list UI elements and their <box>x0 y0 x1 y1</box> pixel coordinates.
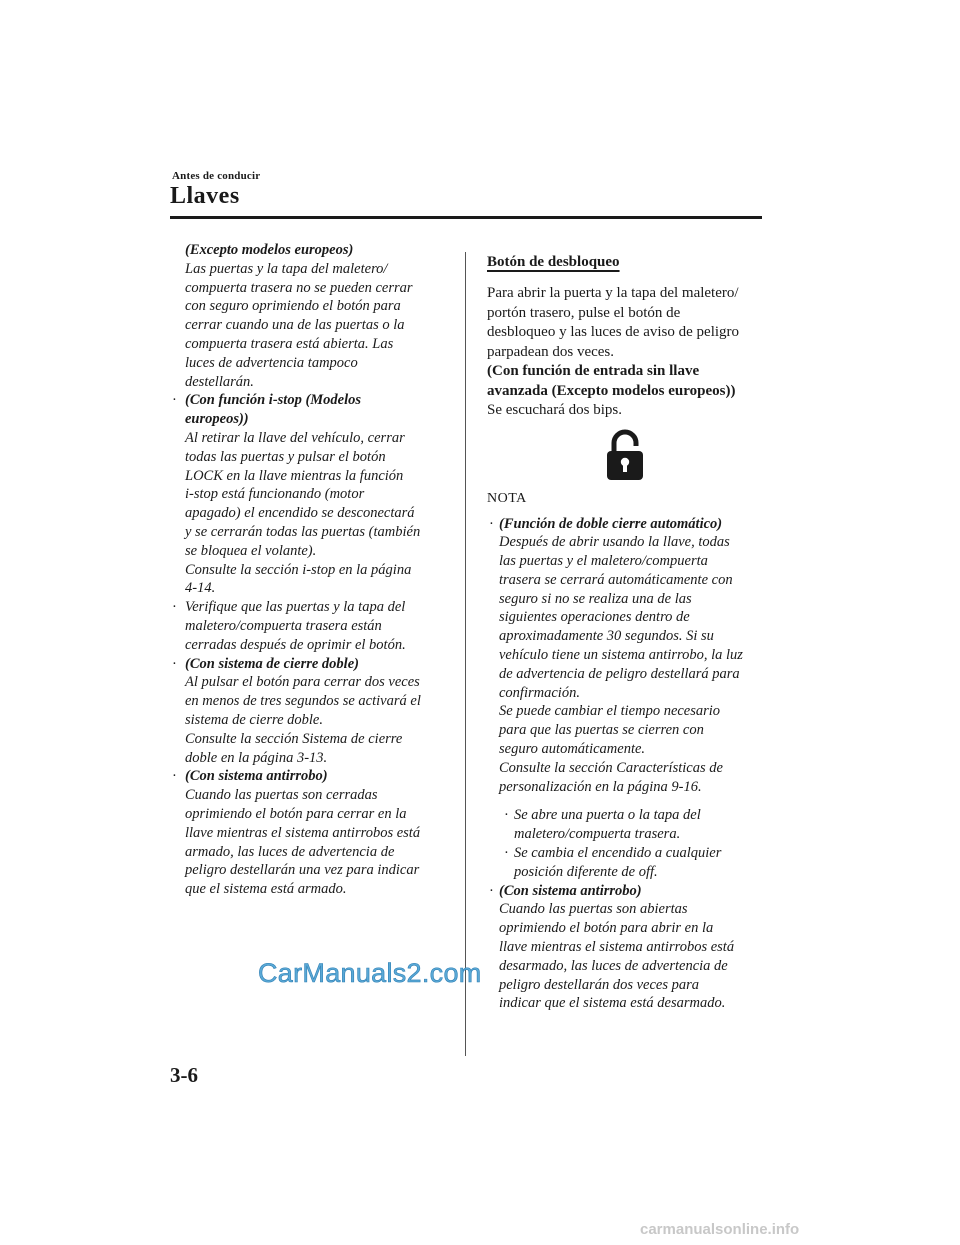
beeps-text: Se escuchará dos bips. <box>487 402 622 418</box>
item-body: Después de abrir usando la llave, todas las puertas y el maletero/compuerta trasera se cerrará automáticamente con seguro si no se realiza una de las siguientes operaciones dentro de aproximadamente 30 segundos. Si su vehículo tiene un sistema antirrobo, la luz de advertencia de peligro destellará para confirmación. Se puede cambiar el tiempo necesario para que las puertas se cierren con seguro automáticamente. Consulte la sección Características de personalización en la página 9-16. <box>499 534 743 795</box>
bullet: · <box>504 807 509 824</box>
item-title: (Con sistema antirrobo) <box>499 882 642 899</box>
page-number: 3-6 <box>170 1063 198 1087</box>
note-item-antirrobo <box>487 882 762 1014</box>
section-subhead: Botón de desbloqueo <box>487 254 620 270</box>
item-body: Las puertas y la tapa del maletero/ compuerta trasera no se pueden cerrar con seguro oprimiendo el botón para cerrar cuando una de las puertas o la compuerta trasera está abierta. Las luces de advertencia tampoco destellarán. <box>185 260 413 390</box>
right-column <box>487 252 762 1013</box>
item-body: Cuando las puertas son cerradas oprimiendo el botón para cerrar en la llave mientras el sistema antirrobos está armado, las luces de advertencia de peligro destellarán una vez para indicar que el sistema está armado. <box>185 787 421 898</box>
list-item-excepto-europeos <box>170 241 455 391</box>
page-title: Llaves <box>170 183 240 209</box>
list-item-cierre-doble <box>170 655 455 768</box>
note-subitem-abre-puerta <box>502 806 762 844</box>
header-rule <box>170 216 762 219</box>
item-body: Cuando las puertas son abiertas oprimiendo el botón para abrir en la llave mientras el sistema antirrobos está desarmado, las luces de advertencia de peligro destellarán dos veces para indicar que el sistema está desarmado. <box>499 901 735 1012</box>
bullet: · <box>489 515 494 532</box>
item-body: Al pulsar el botón para cerrar dos veces en menos de tres segundos se activará el sistema de cierre doble. Consulte la sección Sistema de cierre doble en la página 3-13. <box>185 674 421 766</box>
condition-heading: (Con función de entrada sin llave avanzada (Excepto modelos europeos)) <box>487 363 736 399</box>
item-title: (Con sistema antirrobo) <box>185 768 328 785</box>
item-body: Verifique que las puertas y la tapa del maletero/compuerta trasera están cerradas después de oprimir el botón. <box>185 599 406 653</box>
note-subitem-encendido <box>502 844 762 882</box>
unlock-icon <box>605 429 645 481</box>
bullet: · <box>172 392 177 409</box>
footer-url: carmanualsonline.info <box>640 1221 800 1238</box>
item-title: (Excepto modelos europeos) <box>185 242 354 258</box>
bullet: · <box>504 845 509 862</box>
column-divider <box>465 252 466 1056</box>
item-body: Al retirar la llave del vehículo, cerrar todas las puertas y pulsar el botón LOCK en la llave mientras la función i-stop está funcionando (motor apagado) el encendido se desconectará y se cerrarán todas las puertas (también se bloquea el volante). Consulte la sección i-stop en la página 4-14. <box>185 429 421 597</box>
item-title: (Con sistema de cierre doble) <box>185 655 359 672</box>
bullet: · <box>172 768 177 785</box>
note-list <box>487 515 762 1014</box>
note-label: NOTA <box>487 490 527 506</box>
watermark-logo: CarManuals2.com <box>258 958 482 988</box>
list-item-antirrobo <box>170 767 455 899</box>
item-title: (Función de doble cierre automático) <box>499 515 723 532</box>
list-item-verifique <box>170 598 455 654</box>
item-title: (Con función i-stop (Modelos europeos)) <box>185 392 362 428</box>
note-item-doble-cierre <box>487 515 762 797</box>
list-item-istop <box>170 391 455 598</box>
bullet: · <box>489 882 494 899</box>
bullet: · <box>172 599 177 616</box>
item-body: Se cambia el encendido a cualquier posición diferente de off. <box>514 845 722 880</box>
section-label: Antes de conducir <box>172 170 261 182</box>
unlock-paragraph: Para abrir la puerta y la tapa del maletero/ portón trasero, pulse el botón de desbloqueo y las luces de aviso de peligro parpadean dos veces. <box>487 285 740 360</box>
left-column <box>170 241 455 899</box>
bullet: · <box>172 655 177 672</box>
item-body: Se abre una puerta o la tapa del maletero/compuerta trasera. <box>514 807 701 843</box>
